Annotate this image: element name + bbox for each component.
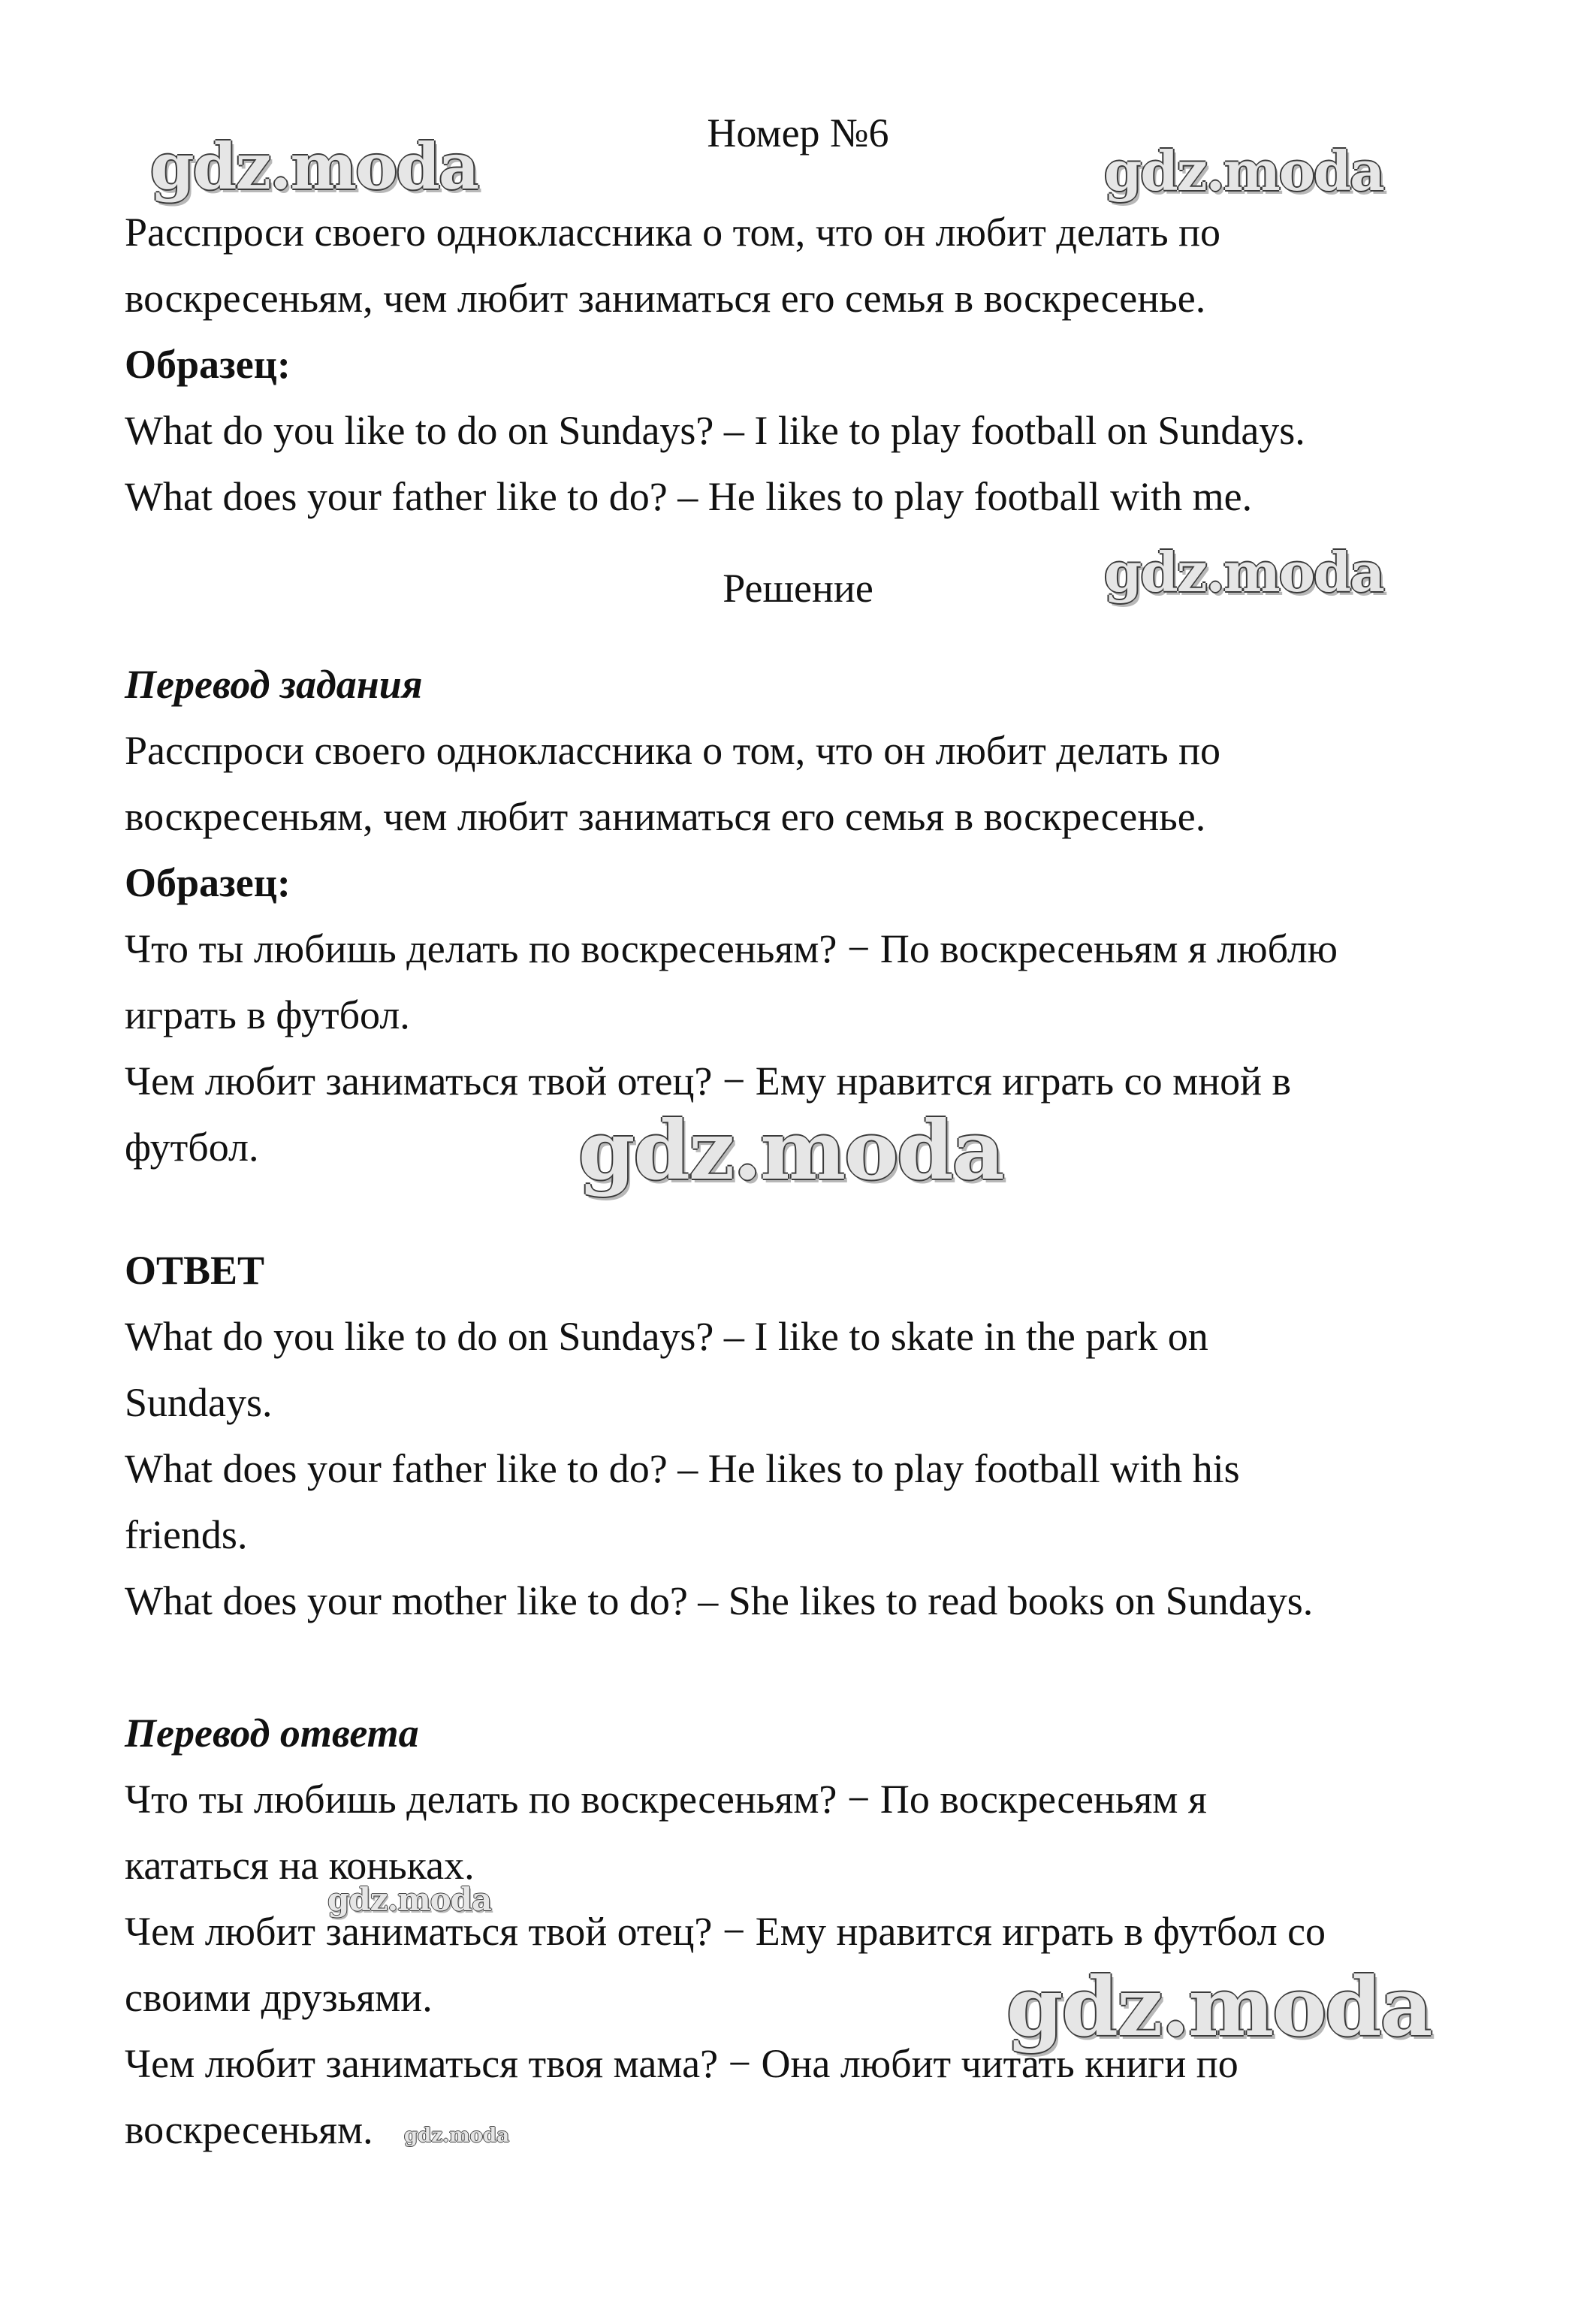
answer-line: What does your mother like to do? – She likes to read books on Sundays. [125, 1578, 1314, 1623]
answer-translation-line: воскресеньям. [125, 2107, 373, 2152]
task-translation-line: Чем любит заниматься твой отец? − Ему нравится играть со мной в [125, 1058, 1292, 1104]
watermark-logo: gdz.moda [1104, 139, 1383, 203]
watermark-logo: gdz.moda [578, 1104, 1003, 1198]
watermark-logo: gdz.moda [327, 1881, 492, 1918]
task-text-line: воскресеньям, чем любит заниматься его семья в воскресенье. [125, 276, 1206, 321]
task-translation-heading: Перевод задания [125, 662, 423, 707]
sample-label: Образец: [125, 860, 291, 905]
watermark-logo: gdz.moda [1104, 540, 1383, 604]
answer-line: What does your father like to do? – He likes to play football with his [125, 1446, 1240, 1491]
answer-translation-line: кататься на коньках. [125, 1843, 475, 1888]
sample-line: What does your father like to do? – He likes to play football with me. [125, 474, 1253, 519]
page-title: Номер №6 [707, 110, 889, 156]
task-translation-line: играть в футбол. [125, 992, 410, 1037]
answer-line: friends. [125, 1512, 248, 1557]
answer-translation-line: Чем любит заниматься твоя мама? − Она любит читать книги по [125, 2041, 1238, 2086]
sample-line: What do you like to do on Sundays? – I like to play football on Sundays. [125, 408, 1305, 453]
watermark-logo: gdz.moda [1006, 1960, 1432, 2055]
sample-label: Образец: [125, 342, 291, 387]
solution-heading: Решение [723, 566, 873, 611]
task-text-line: Расспроси своего одноклассника о том, что он любит делать по [125, 210, 1220, 255]
task-translation-line: Что ты любишь делать по воскресеньям? − По воскресеньям я люблю [125, 926, 1338, 971]
answer-translation-line: своими друзьями. [125, 1975, 433, 2020]
watermark-logo: gdz.moda [404, 2124, 510, 2147]
watermark-logo: gdz.moda [150, 129, 478, 204]
task-translation-line: Расспроси своего одноклассника о том, что он любит делать по [125, 728, 1220, 773]
answer-line: What do you like to do on Sundays? – I like to skate in the park on [125, 1314, 1208, 1359]
task-translation-line: футбол. [125, 1125, 259, 1170]
answer-translation-heading: Перевод ответа [125, 1711, 419, 1756]
task-translation-line: воскресеньям, чем любит заниматься его семья в воскресенье. [125, 794, 1206, 839]
answer-line: Sundays. [125, 1380, 273, 1425]
answer-translation-line: Чем любит заниматься твой отец? − Ему нравится играть в футбол со [125, 1909, 1326, 1954]
answer-heading: ОТВЕТ [125, 1248, 265, 1293]
answer-translation-line: Что ты любишь делать по воскресеньям? − По воскресеньям я [125, 1777, 1207, 1822]
